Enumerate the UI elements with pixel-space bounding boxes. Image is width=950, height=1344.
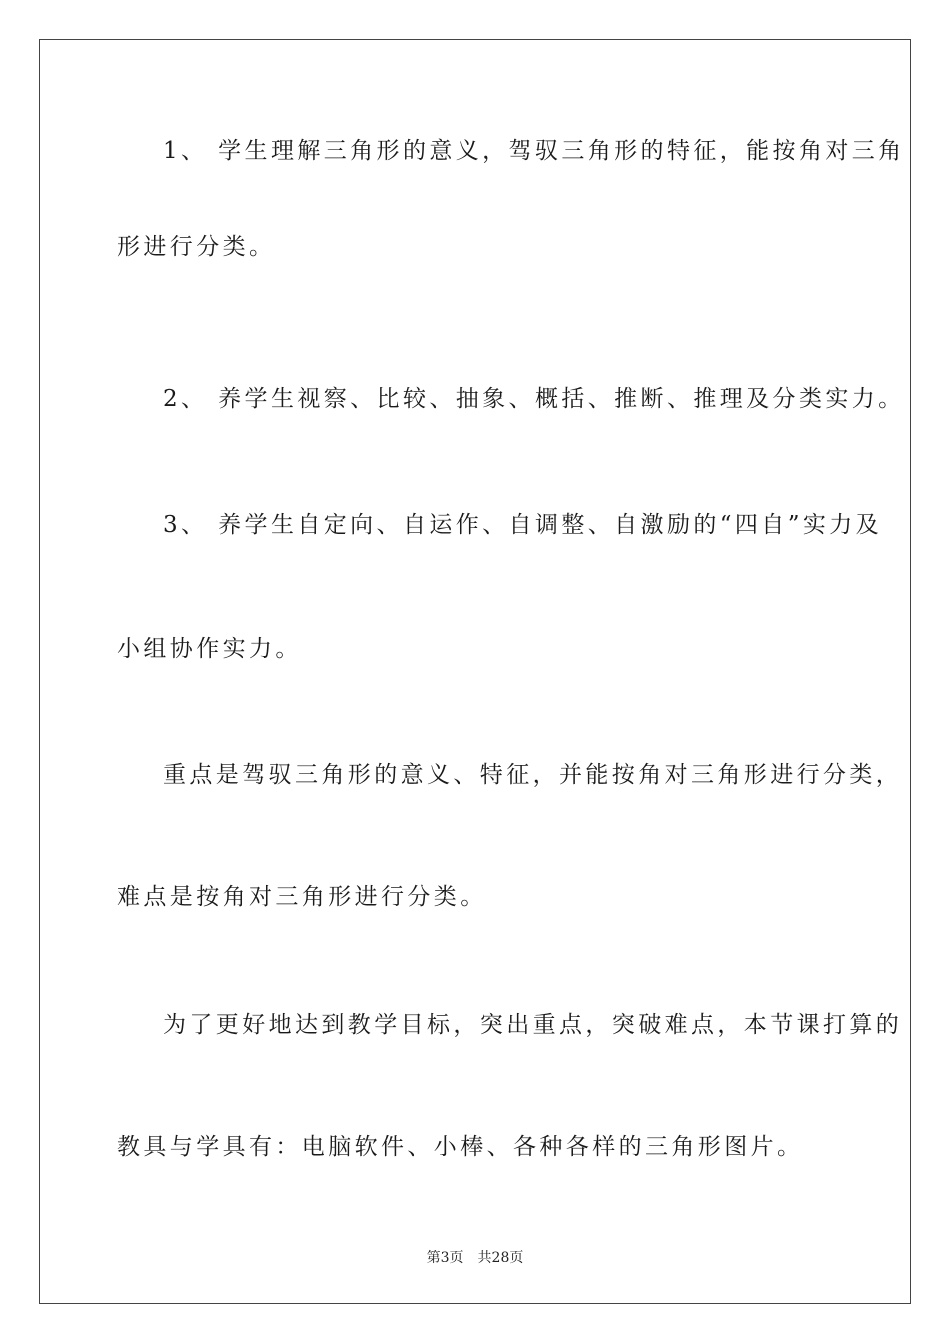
teaching-aids-line-2: 教具与学具有：电脑软件、小棒、各种各样的三角形图片。 [117,1134,804,1160]
objective-3-line-2: 小组协作实力。 [117,636,302,662]
page-number: 第3页 共28页 [426,1250,524,1266]
objective-3-line-1: 3、 养学生自定向、自运作、自调整、自激励的“四自”实力及 [163,512,883,538]
key-points-line-1: 重点是驾驭三角形的意义、特征，并能按角对三角形进行分类， [163,762,903,788]
page-frame [39,39,911,1304]
teaching-aids-line-1: 为了更好地达到教学目标，突出重点，突破难点，本节课打算的 [163,1012,903,1038]
key-points-line-2: 难点是按角对三角形进行分类。 [117,884,487,910]
objective-1-line-1: 1、 学生理解三角形的意义，驾驭三角形的特征，能按角对三角 [163,138,905,164]
objective-1-line-2: 形进行分类。 [117,234,276,260]
objective-2-line: 2、 养学生视察、比较、抽象、概括、推断、推理及分类实力。 [163,386,905,412]
